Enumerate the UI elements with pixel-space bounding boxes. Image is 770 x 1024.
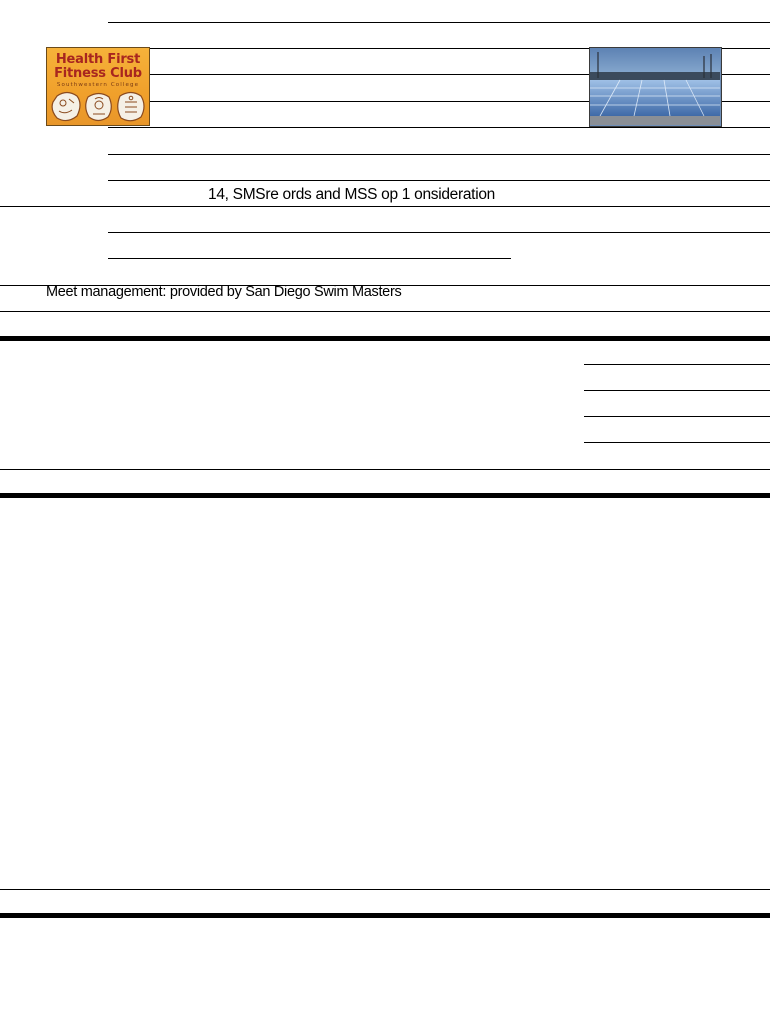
divider-rule: [722, 74, 770, 75]
divider-rule: [108, 258, 511, 259]
divider-rule: [722, 101, 770, 102]
divider-rule: [584, 416, 770, 417]
divider-rule: [108, 232, 770, 233]
divider-rule: [150, 101, 589, 102]
section-divider-thick: [0, 913, 770, 918]
divider-rule: [0, 206, 770, 207]
divider-rule: [584, 442, 770, 443]
divider-rule: [108, 127, 770, 128]
divider-rule: [108, 180, 770, 181]
divider-rule: [108, 154, 770, 155]
pool-photo: [589, 47, 722, 127]
divider-rule: [108, 22, 770, 23]
divider-rule: [722, 48, 770, 49]
aztec-glyphs-icon: [47, 90, 150, 126]
divider-rule: [584, 390, 770, 391]
logo-line-1: Health First: [55, 52, 141, 67]
divider-rule: [0, 889, 770, 890]
divider-rule: [584, 364, 770, 365]
meet-management-text: Meet management: provided by San Diego Swim Masters: [46, 284, 402, 300]
section-divider-thick: [0, 336, 770, 341]
divider-rule: [0, 469, 770, 470]
logo-subtitle: Southwestern College: [56, 82, 140, 88]
health-first-fitness-club-logo: [46, 47, 150, 126]
divider-rule: [0, 311, 770, 312]
pool-lanes-photo: [590, 48, 720, 125]
section-divider-thick: [0, 493, 770, 498]
logo-line-2: Fitness Club: [54, 66, 142, 81]
records-consideration-text: 14, SMSre ords and MSS op 1 onsideration: [208, 186, 495, 203]
divider-rule: [150, 48, 589, 49]
divider-rule: [150, 74, 589, 75]
